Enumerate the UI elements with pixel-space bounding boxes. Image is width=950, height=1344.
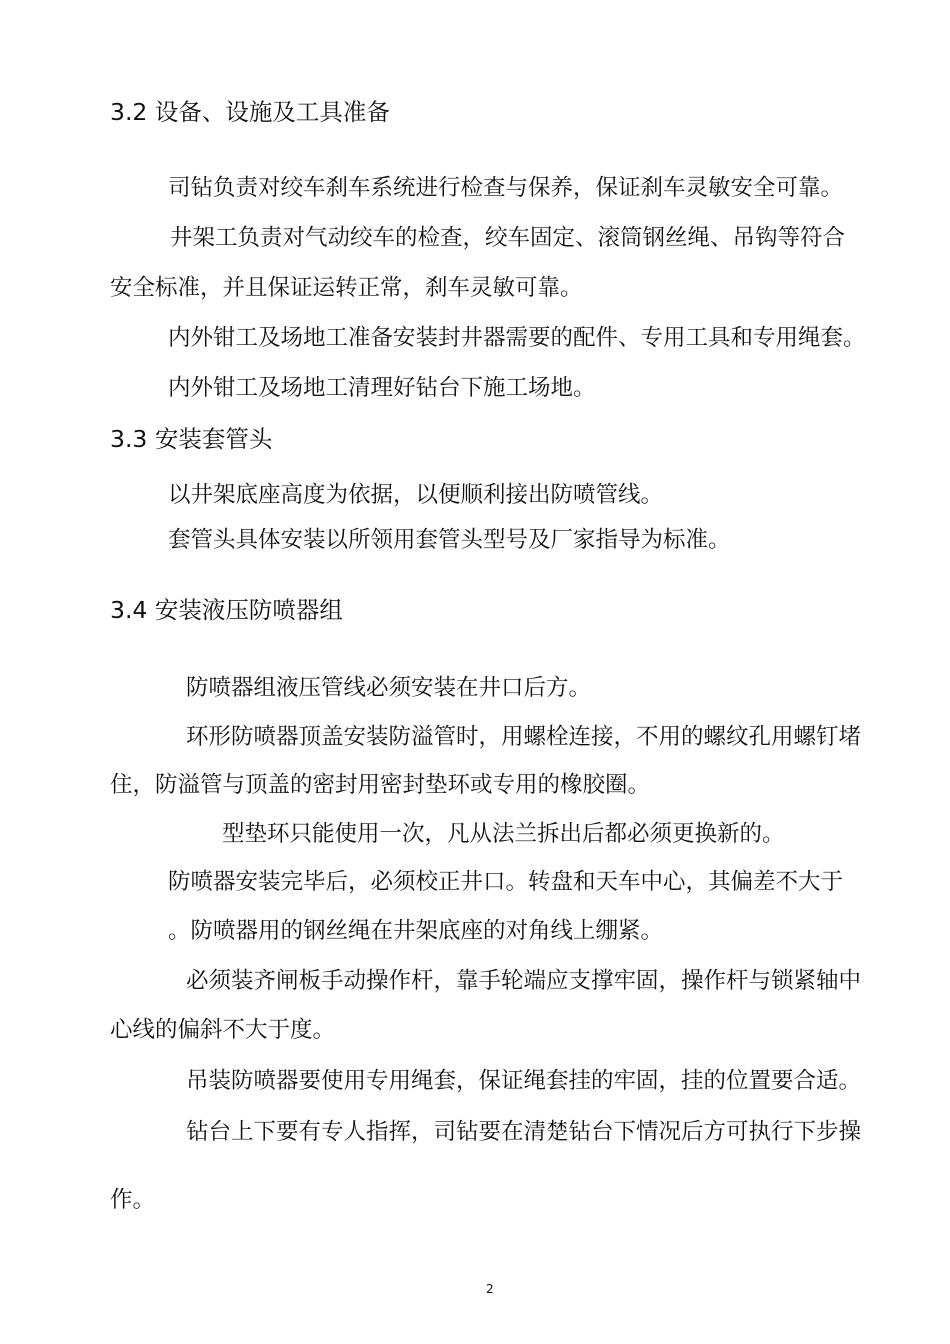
paragraph-line: 套管头具体安装以所领用套管头型号及厂家指导为标准。: [168, 527, 731, 553]
paragraph-line: 住，防溢管与顶盖的密封用密封垫环或专用的橡胶圈。: [110, 772, 651, 798]
section-heading-3-3: 3.3 安装套管头: [110, 425, 273, 453]
paragraph-line: 。防喷器用的钢丝绳在井架底座的对角线上绷紧。: [168, 918, 664, 944]
paragraph-line: 防喷器组液压管线必须安装在井口后方。: [186, 675, 592, 701]
page-number: 2: [486, 1282, 494, 1296]
paragraph-line: 作。: [110, 1187, 156, 1213]
paragraph-line: 井架工负责对气动绞车的检查，绞车固定、滚筒钢丝绳、吊钩等符合: [170, 225, 846, 251]
paragraph-line: 型垫环只能使用一次，凡从法兰拆出后都必须更换新的。: [222, 821, 785, 847]
section-heading-3-2: 3.2 设备、设施及工具准备: [110, 98, 390, 126]
paragraph-line: 心线的偏斜不大于度。: [110, 1017, 336, 1043]
section-heading-3-4: 3.4 安装液压防喷器组: [110, 596, 343, 624]
paragraph-line: 司钻负责对绞车刹车系统进行检查与保养，保证刹车灵敏安全可靠。: [168, 175, 844, 201]
paragraph-line: 防喷器安装完毕后，必须校正井口。转盘和天车中心，其偏差不大于: [168, 869, 844, 895]
paragraph-line: 内外钳工及场地工准备安装封井器需要的配件、专用工具和专用绳套。: [168, 325, 866, 351]
paragraph-line: 吊装防喷器要使用专用绳套，保证绳套挂的牢固，挂的位置要合适。: [186, 1068, 862, 1094]
paragraph-line: 安全标准，并且保证运转正常，刹车灵敏可靠。: [110, 275, 583, 301]
paragraph-line: 必须装齐闸板手动操作杆，靠手轮端应支撑牢固，操作杆与锁紧轴中: [186, 968, 862, 994]
paragraph-line: 内外钳工及场地工清理好钻台下施工场地。: [168, 375, 596, 401]
paragraph-line: 环形防喷器顶盖安装防溢管时，用螺栓连接，不用的螺纹孔用螺钉堵: [186, 724, 862, 750]
paragraph-line: 钻台上下要有专人指挥，司钻要在清楚钻台下情况后方可执行下步操: [186, 1119, 862, 1145]
paragraph-line: 以井架底座高度为依据，以便顺利接出防喷管线。: [168, 482, 664, 508]
